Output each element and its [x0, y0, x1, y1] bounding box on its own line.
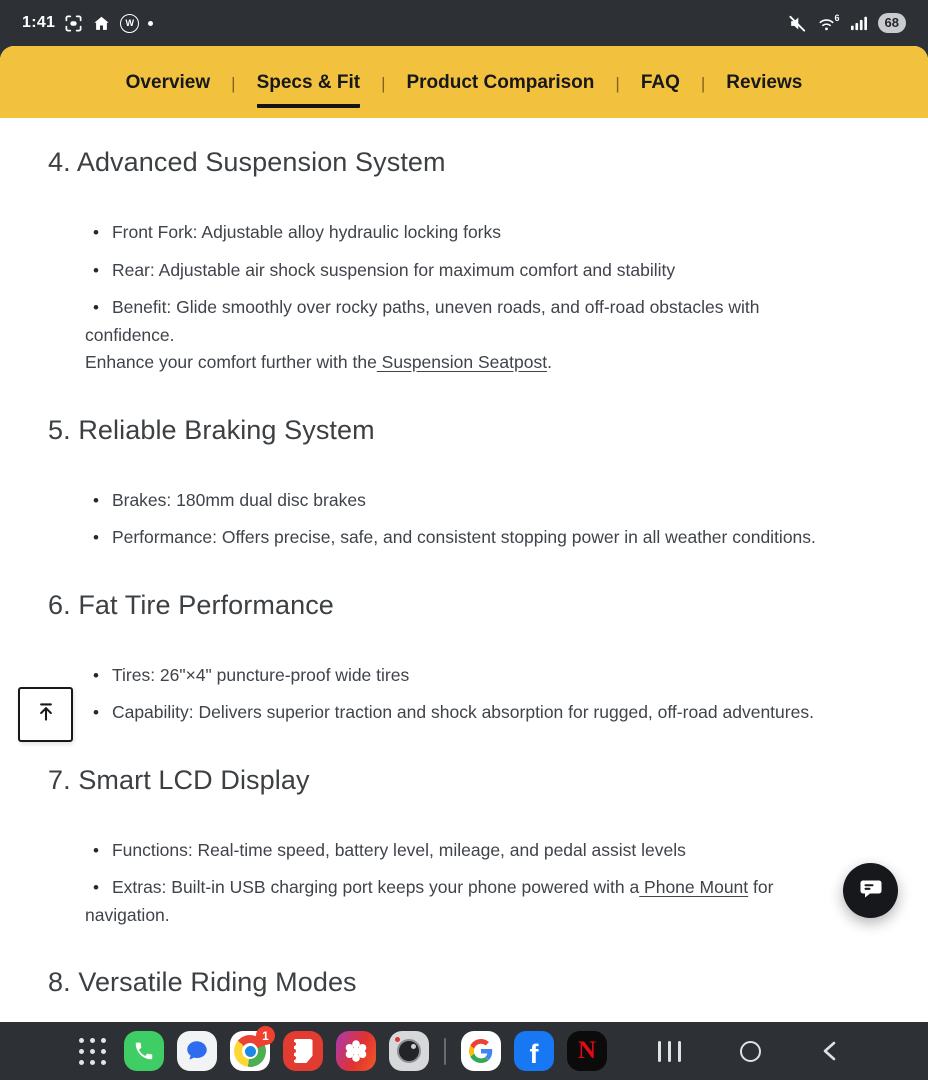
- tab-separator: |: [615, 73, 620, 93]
- chrome-app-icon[interactable]: [230, 1028, 270, 1071]
- tab-faq[interactable]: FAQ: [640, 72, 680, 93]
- google-app-icon[interactable]: [461, 1031, 501, 1071]
- list-item: • Extras: Built-in USB charging port keeps your phone powered with a Phone Mount for navigation.: [85, 874, 840, 929]
- facebook-app-icon[interactable]: [514, 1031, 554, 1071]
- list-item: • Performance: Offers precise, safe, and consistent stopping power in all weather conditions.: [85, 524, 840, 552]
- section-riding-modes: [48, 965, 840, 1022]
- messages-app-icon[interactable]: [177, 1031, 217, 1071]
- tab-overview[interactable]: Overview: [125, 72, 211, 93]
- list-item: • Benefit: Glide smoothly over rocky paths, uneven roads, and off-road obstacles with confidence.: [85, 294, 840, 349]
- tab-product-comparison[interactable]: Product Comparison: [406, 72, 595, 93]
- facebook-f-icon: f: [529, 1038, 539, 1069]
- scroll-to-top-button[interactable]: [18, 687, 73, 742]
- section-heading: 4. Advanced Suspension System: [48, 147, 446, 177]
- mute-icon: [788, 14, 807, 33]
- google-g-icon: [469, 1039, 493, 1063]
- note-paragraph: Enhance your comfort further with the Suspension Seatpost.: [85, 352, 552, 372]
- specs-content: [0, 118, 928, 1022]
- notification-badge: 1: [256, 1026, 275, 1045]
- arrow-up-to-line-icon: [33, 699, 59, 730]
- phone-app-icon[interactable]: [124, 1031, 164, 1071]
- section-lcd-display: [48, 763, 840, 930]
- note-sheet-icon: [294, 1039, 313, 1063]
- clock: 1:41: [22, 14, 56, 31]
- tab-separator: |: [381, 73, 386, 93]
- bullet-list: [48, 662, 840, 727]
- tab-separator: |: [231, 73, 236, 93]
- list-item: • Brakes: 180mm dual disc brakes: [85, 487, 840, 515]
- section-heading: 7. Smart LCD Display: [48, 764, 310, 795]
- section-heading: 5. Reliable Braking System: [48, 414, 375, 445]
- phone-mount-link[interactable]: Phone Mount: [639, 877, 749, 897]
- taskbar: [0, 1022, 928, 1080]
- tab-separator: |: [700, 73, 706, 93]
- gallery-app-icon[interactable]: [336, 1031, 376, 1071]
- list-item: • Front Fork: Adjustable alloy hydraulic locking forks: [85, 219, 840, 247]
- section-braking: [48, 413, 840, 552]
- flower-icon: [343, 1038, 369, 1064]
- tab-specs-fit[interactable]: Specs & Fit: [257, 56, 360, 108]
- product-tab-bar: [0, 46, 928, 118]
- suspension-seatpost-link[interactable]: Suspension Seatpost: [376, 352, 548, 372]
- list-item: • Capability: Delivers superior traction and shock absorption for rugged, off-road adventures.: [85, 699, 840, 727]
- bullet-list: [48, 487, 840, 552]
- bullet-list: [48, 837, 840, 930]
- netflix-app-icon[interactable]: [567, 1031, 607, 1071]
- chat-bubble-icon: [857, 874, 885, 907]
- section-suspension: [48, 145, 840, 377]
- app-drawer-button[interactable]: [73, 1032, 111, 1070]
- chat-button[interactable]: [843, 863, 898, 918]
- section-heading: 8. Versatile Riding Modes: [48, 967, 357, 997]
- list-item: • Rear: Adjustable air shock suspension for maximum comfort and stability: [85, 257, 840, 285]
- bullet-list: [48, 219, 840, 349]
- netflix-n-icon: N: [577, 1037, 597, 1064]
- status-bar: [0, 0, 928, 46]
- recents-icon: [658, 1041, 682, 1062]
- home-button[interactable]: [740, 1041, 761, 1062]
- list-item: • Tires: 26"×4" puncture-proof wide tires: [85, 662, 840, 690]
- home-circle-icon: [740, 1041, 761, 1062]
- vw-app-icon: W: [120, 14, 139, 33]
- signal-icon: [850, 15, 868, 31]
- camera-lens-icon: [397, 1039, 421, 1063]
- tab-reviews[interactable]: Reviews: [726, 72, 803, 93]
- home-icon: [92, 14, 111, 33]
- dock-divider: [444, 1038, 446, 1065]
- back-button[interactable]: [820, 1040, 840, 1062]
- smart-view-icon: [64, 14, 83, 33]
- list-item: • Functions: Real-time speed, battery level, mileage, and pedal assist levels: [85, 837, 840, 865]
- recents-button[interactable]: [658, 1041, 682, 1062]
- camera-app-icon[interactable]: [389, 1031, 429, 1071]
- app-window: [0, 46, 928, 1022]
- camera-flash-dot: [395, 1037, 400, 1042]
- apps-grid-icon: [79, 1038, 106, 1065]
- battery-indicator: 68: [878, 13, 906, 33]
- back-chevron-icon: [820, 1040, 840, 1062]
- section-heading: 6. Fat Tire Performance: [48, 589, 334, 620]
- notes-app-icon[interactable]: [283, 1031, 323, 1071]
- wifi6-icon: 6: [817, 15, 840, 32]
- notification-dot: [148, 21, 153, 26]
- section-fat-tire: [48, 588, 840, 727]
